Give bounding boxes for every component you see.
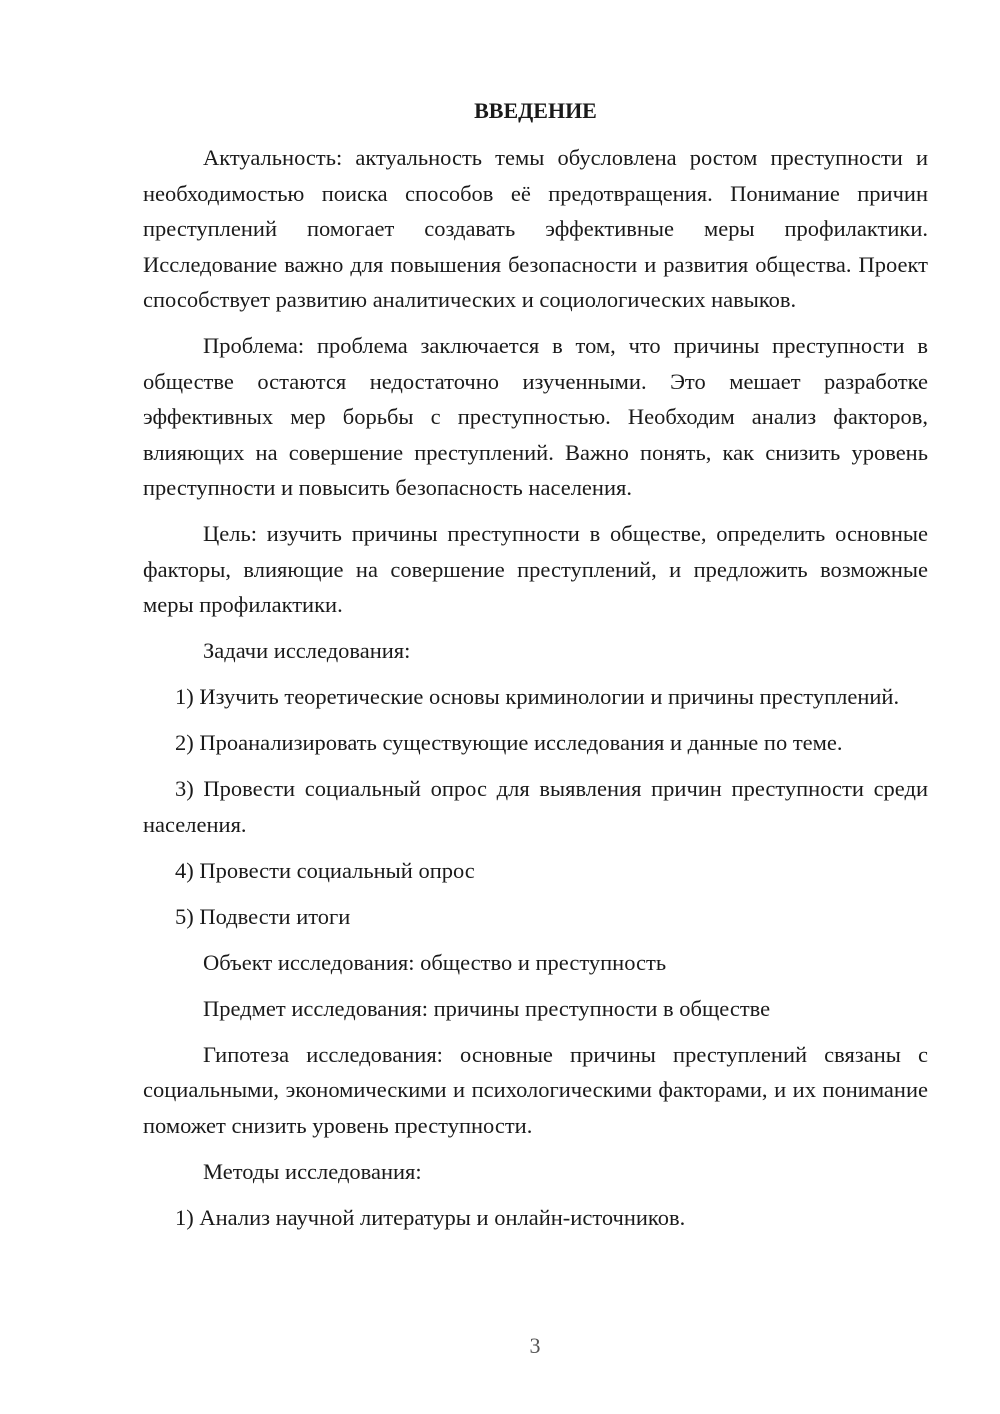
research-subject: Предмет исследования: причины преступности в обществе (203, 995, 771, 1021)
page-body (143, 93, 928, 1235)
research-hypothesis: Гипотеза исследования: основные причины преступлений связаны с социальными, экономическими и психологическими факторами, и их понимание поможет снизить уровень преступности. (143, 1041, 928, 1138)
goal-paragraph: Цель: изучить причины преступности в обществе, определить основные факторы, влияющие на совершение преступлений, и предложить возможные меры профилактики. (143, 521, 928, 617)
task-item-2: 2) Проанализировать существующие исследования и данные по теме. (175, 730, 843, 755)
method-item-1: 1) Анализ научной литературы и онлайн-источников. (175, 1204, 686, 1230)
page-title: ВВЕДЕНИЕ (474, 98, 597, 123)
task-item-4: 4) Провести социальный опрос (175, 857, 475, 883)
page-number: 3 (529, 1333, 541, 1358)
problem-paragraph: Проблема: проблема заключается в том, что причины преступности в обществе остаются недостаточно изученными. Это мешает разработке эффективных мер борьбы с преступностью. Необходим анализ факторов, влияющих на совершение преступлений. Важно понять, как снизить уровень преступности и повысить безопасность населения. (143, 333, 928, 500)
task-item-3: 3) Провести социальный опрос для выявления причин преступности среди населения. (143, 776, 928, 837)
task-item-1: 1) Изучить теоретические основы криминологии и причины преступлений. (175, 684, 900, 709)
task-item-5: 5) Подвести итоги (175, 903, 351, 929)
research-object: Объект исследования: общество и преступность (203, 949, 667, 975)
methods-heading: Методы исследования: (203, 1158, 422, 1184)
tasks-heading: Задачи исследования: (203, 638, 411, 663)
actuality-paragraph: Актуальность: актуальность темы обусловлена ростом преступности и необходимостью поиска способов её предотвращения. Понимание причин преступлений помогает создавать эффективные меры профилактики. Исследование важно для повышения безопасности и развития общества. Проект способствует развитию аналитических и социологических навыков. (143, 145, 928, 312)
